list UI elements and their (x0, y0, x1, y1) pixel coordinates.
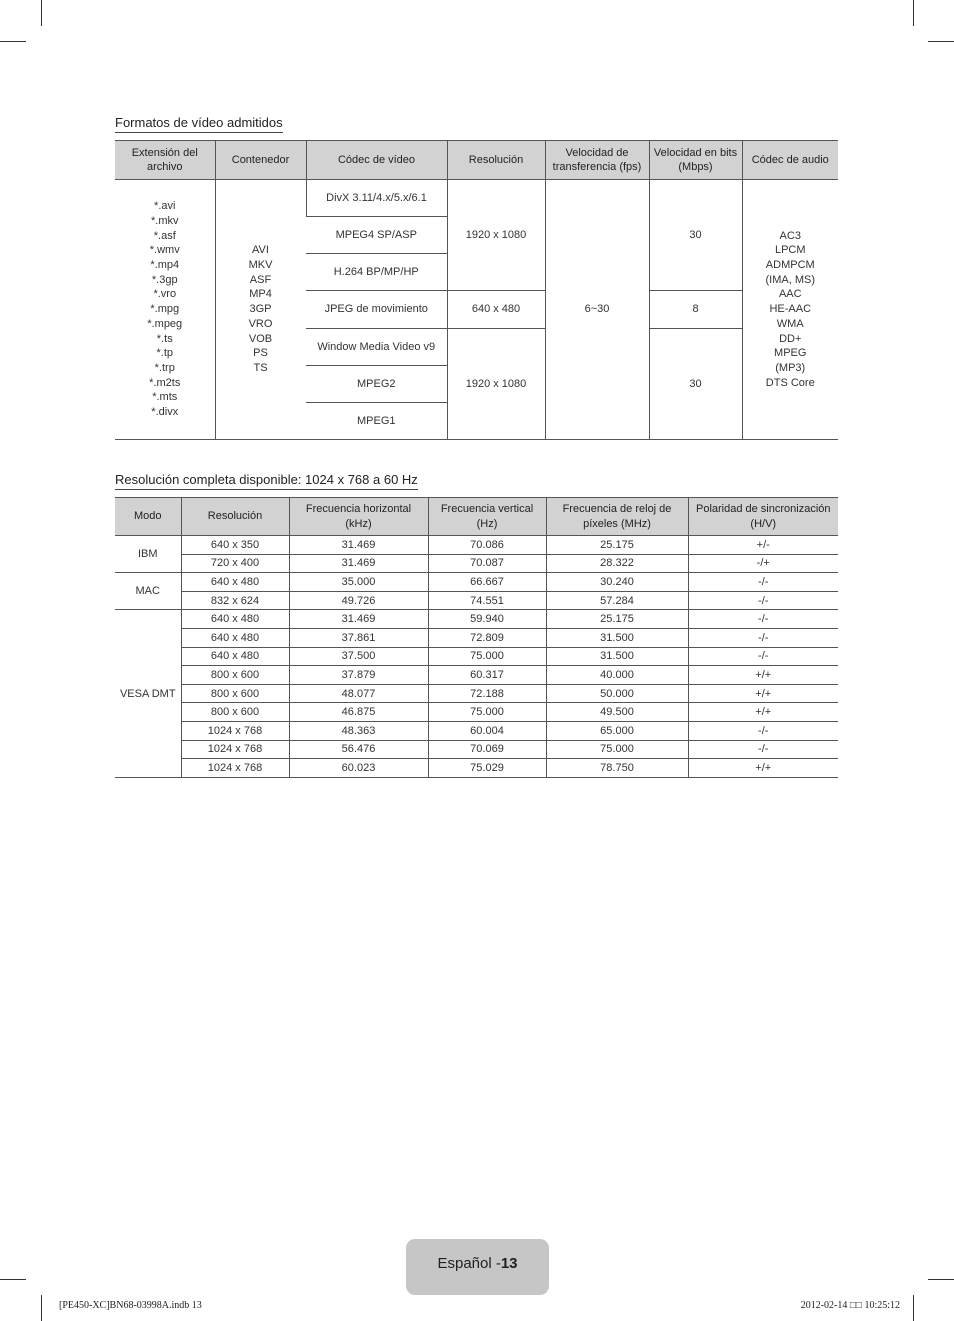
pixel-clock-cell: 30.240 (546, 573, 688, 592)
containers-list (219, 243, 303, 375)
audio-codec-item: (MP3) (775, 361, 806, 374)
v-freq-cell: 70.086 (428, 536, 546, 555)
audio-codec-item: MPEG (774, 347, 807, 360)
audio-codecs-cell (742, 180, 838, 440)
audio-codec-item: AC3 (779, 229, 801, 242)
v-freq-cell: 72.188 (428, 684, 546, 703)
audio-codec-item: DTS Core (765, 376, 815, 389)
pixel-clock-cell: 57.284 (546, 591, 688, 610)
codec-cell: MPEG1 (306, 403, 447, 440)
audio-codec-item: LPCM (774, 244, 806, 257)
mode-cell: IBM (115, 536, 181, 573)
header-cell: Contenedor (215, 141, 306, 180)
header-cell: Frecuencia horizontal (kHz) (289, 498, 428, 536)
audio-codec-item: DD+ (779, 332, 802, 345)
header-cell: Frecuencia de reloj de píxeles (MHz) (546, 498, 688, 536)
header-cell: Resolución (181, 498, 289, 536)
mode-cell: MAC (115, 573, 181, 610)
video-formats-table (115, 140, 838, 440)
resolution-cell: 640 x 480 (447, 291, 545, 329)
v-freq-cell: 75.000 (428, 647, 546, 666)
pixel-clock-cell: 75.000 (546, 740, 688, 759)
v-freq-cell: 59.940 (428, 610, 546, 629)
extension-item: *.3gp (151, 273, 178, 286)
sync-polarity-cell: -/- (688, 628, 838, 647)
crop-mark (41, 1295, 42, 1321)
footer-file-info: [PE450-XC]BN68-03998A.indb 13 (59, 1300, 202, 1311)
sync-polarity-cell: -/- (688, 740, 838, 759)
extension-item: *.mts (152, 391, 178, 404)
fps-cell: 6~30 (545, 180, 649, 440)
extension-item: *.asf (153, 229, 176, 242)
sync-polarity-cell: +/+ (688, 703, 838, 722)
table-row (115, 591, 838, 610)
table-row (115, 573, 838, 592)
extension-item: *.mkv (151, 214, 179, 227)
audio-codec-item: HE-AAC (769, 303, 812, 316)
pixel-clock-cell: 49.500 (546, 703, 688, 722)
header-cell: Velocidad de transferencia (fps) (545, 141, 649, 180)
container-item: TS (253, 361, 268, 374)
pixel-clock-cell: 31.500 (546, 628, 688, 647)
bitrate-cell: 30 (649, 329, 742, 440)
container-item: AVI (252, 244, 269, 257)
extension-item: *.tp (156, 347, 173, 360)
h-freq-cell: 49.726 (289, 591, 428, 610)
footer-timestamp: 2012-02-14 □□ 10:25:12 (800, 1300, 900, 1311)
v-freq-cell: 70.069 (428, 740, 546, 759)
bitrate-cell: 8 (649, 291, 742, 329)
codec-cell: H.264 BP/MP/HP (306, 254, 447, 291)
v-freq-cell: 70.087 (428, 554, 546, 573)
resolution-cell: 640 x 480 (181, 573, 289, 592)
header-cell: Modo (115, 498, 181, 536)
pixel-clock-cell: 25.175 (546, 536, 688, 555)
container-item: MP4 (249, 288, 272, 301)
extension-item: *.trp (154, 361, 175, 374)
resolution-cell: 640 x 480 (181, 647, 289, 666)
sync-polarity-cell: +/- (688, 536, 838, 555)
section-title-full-resolution: Resolución completa disponible: 1024 x 768 a 60 Hz (115, 472, 418, 490)
crop-mark (41, 0, 42, 26)
v-freq-cell: 75.000 (428, 703, 546, 722)
h-freq-cell: 37.861 (289, 628, 428, 647)
audio-codec-item: AAC (778, 288, 802, 301)
h-freq-cell: 48.363 (289, 721, 428, 740)
h-freq-cell: 46.875 (289, 703, 428, 722)
containers-cell (215, 180, 306, 440)
pixel-clock-cell: 78.750 (546, 759, 688, 778)
table-row (115, 647, 838, 666)
extensions-cell (115, 180, 215, 440)
audio-codec-item: WMA (776, 317, 804, 330)
container-item: VRO (248, 317, 273, 330)
resolution-cell: 1024 x 768 (181, 740, 289, 759)
h-freq-cell: 56.476 (289, 740, 428, 759)
pixel-clock-cell: 28.322 (546, 554, 688, 573)
table-row (115, 721, 838, 740)
h-freq-cell: 37.500 (289, 647, 428, 666)
header-cell: Polaridad de sincronización (H/V) (688, 498, 838, 536)
container-item: PS (253, 347, 268, 360)
table-header-row (115, 141, 838, 180)
header-cell: Resolución (447, 141, 545, 180)
codec-cell: Window Media Video v9 (306, 329, 447, 366)
pixel-clock-cell: 25.175 (546, 610, 688, 629)
resolution-cell: 640 x 480 (181, 628, 289, 647)
v-freq-cell: 75.029 (428, 759, 546, 778)
crop-mark (0, 1279, 26, 1280)
page-number-badge (406, 1239, 549, 1295)
h-freq-cell: 31.469 (289, 536, 428, 555)
audio-codec-item: ADMPCM (765, 259, 815, 272)
container-item: 3GP (249, 303, 272, 316)
h-freq-cell: 37.879 (289, 666, 428, 685)
resolution-cell: 720 x 400 (181, 554, 289, 573)
sync-polarity-cell: -/- (688, 721, 838, 740)
resolution-cell: 800 x 600 (181, 666, 289, 685)
v-freq-cell: 72.809 (428, 628, 546, 647)
sync-polarity-cell: +/+ (688, 759, 838, 778)
crop-mark (913, 0, 914, 26)
extension-item: *.divx (151, 406, 179, 419)
header-cell: Códec de vídeo (306, 141, 447, 180)
extension-item: *.ts (156, 332, 173, 345)
table-row (115, 610, 838, 629)
pixel-clock-cell: 40.000 (546, 666, 688, 685)
extension-item: *.mpg (150, 303, 180, 316)
extensions-list (118, 199, 212, 420)
table-row (115, 666, 838, 685)
h-freq-cell: 35.000 (289, 573, 428, 592)
table-row (115, 628, 838, 647)
audio-codec-item: (IMA, MS) (765, 273, 815, 286)
h-freq-cell: 60.023 (289, 759, 428, 778)
pixel-clock-cell: 65.000 (546, 721, 688, 740)
resolution-cell: 1920 x 1080 (447, 329, 545, 440)
table-row (115, 180, 838, 217)
page-number: 13 (500, 1255, 518, 1272)
header-cell: Velocidad en bits (Mbps) (649, 141, 742, 180)
table-header-row (115, 498, 838, 536)
codec-cell: DivX 3.11/4.x/5.x/6.1 (306, 180, 447, 217)
h-freq-cell: 31.469 (289, 610, 428, 629)
page-language: Español - (437, 1255, 501, 1272)
table-row (115, 536, 838, 555)
table-row (115, 684, 838, 703)
sync-polarity-cell: +/+ (688, 684, 838, 703)
crop-mark (928, 1279, 954, 1280)
extension-item: *.m2ts (149, 376, 181, 389)
display-timing-table (115, 497, 838, 778)
header-cell: Códec de audio (742, 141, 838, 180)
codec-cell: MPEG2 (306, 366, 447, 403)
sync-polarity-cell: -/+ (688, 554, 838, 573)
resolution-cell: 640 x 480 (181, 610, 289, 629)
extension-item: *.mp4 (150, 259, 180, 272)
resolution-cell: 640 x 350 (181, 536, 289, 555)
h-freq-cell: 48.077 (289, 684, 428, 703)
crop-mark (913, 1295, 914, 1321)
extension-item: *.mpeg (147, 317, 183, 330)
sync-polarity-cell: -/- (688, 573, 838, 592)
header-cell: Frecuencia vertical (Hz) (428, 498, 546, 536)
resolution-cell: 800 x 600 (181, 703, 289, 722)
codec-cell: MPEG4 SP/ASP (306, 217, 447, 254)
table-row (115, 703, 838, 722)
crop-mark (928, 41, 954, 42)
resolution-cell: 1024 x 768 (181, 759, 289, 778)
v-freq-cell: 60.317 (428, 666, 546, 685)
mode-cell: VESA DMT (115, 610, 181, 777)
sync-polarity-cell: -/- (688, 591, 838, 610)
v-freq-cell: 60.004 (428, 721, 546, 740)
sync-polarity-cell: -/- (688, 647, 838, 666)
h-freq-cell: 31.469 (289, 554, 428, 573)
extension-item: *.vro (153, 288, 177, 301)
resolution-cell: 832 x 624 (181, 591, 289, 610)
crop-mark (0, 41, 26, 42)
bitrate-cell: 30 (649, 180, 742, 291)
resolution-cell: 1024 x 768 (181, 721, 289, 740)
table-row (115, 740, 838, 759)
resolution-cell: 800 x 600 (181, 684, 289, 703)
resolution-cell: 1920 x 1080 (447, 180, 545, 291)
pixel-clock-cell: 50.000 (546, 684, 688, 703)
table-row (115, 759, 838, 778)
container-item: ASF (249, 273, 272, 286)
container-item: MKV (248, 259, 273, 272)
extension-item: *.avi (154, 200, 176, 213)
section-title-video-formats: Formatos de vídeo admitidos (115, 115, 283, 133)
container-item: VOB (248, 332, 273, 345)
sync-polarity-cell: -/- (688, 610, 838, 629)
sync-polarity-cell: +/+ (688, 666, 838, 685)
v-freq-cell: 66.667 (428, 573, 546, 592)
table-row (115, 554, 838, 573)
header-cell: Extensión del archivo (115, 141, 215, 180)
audio-codecs-list (746, 229, 836, 391)
v-freq-cell: 74.551 (428, 591, 546, 610)
codec-cell: JPEG de movimiento (306, 291, 447, 329)
extension-item: *.wmv (149, 244, 180, 257)
pixel-clock-cell: 31.500 (546, 647, 688, 666)
